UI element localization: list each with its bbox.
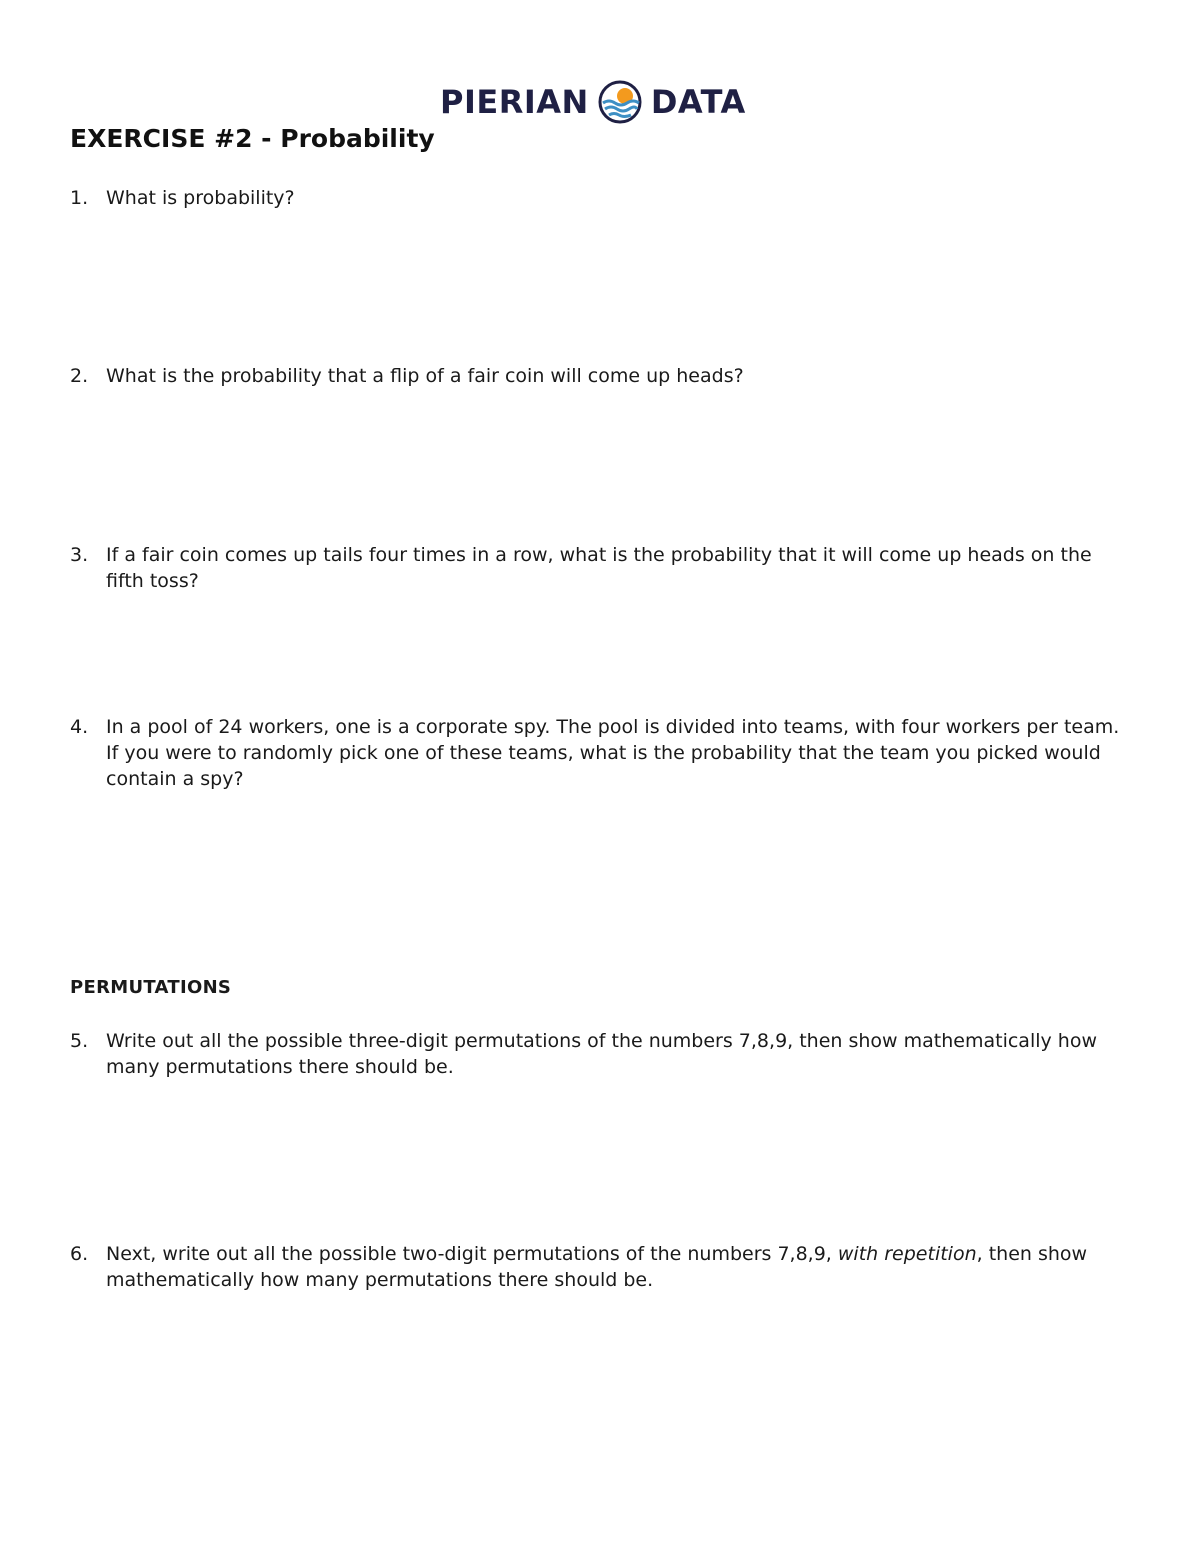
question-4 [70, 714, 1130, 792]
question-text [106, 1241, 1130, 1293]
question-3 [70, 542, 1130, 594]
question-text-before: Next, write out all the possible two-digit permutations of the numbers 7,8,9, [106, 1243, 838, 1265]
question-6 [70, 1241, 1130, 1293]
question-text: If a fair coin comes up tails four times in a row, what is the probability that it will come up heads on the fifth toss? [106, 544, 1092, 592]
question-text-emphasis: with repetition [837, 1243, 977, 1265]
question-number: 2. [70, 365, 89, 387]
question-number: 5. [70, 1030, 89, 1052]
exercise-title: EXERCISE #2 - Probability [70, 124, 435, 153]
question-text: What is the probability that a flip of a fair coin will come up heads? [106, 365, 744, 387]
question-number: 3. [70, 544, 89, 566]
pierian-data-logo [440, 78, 746, 126]
question-number: 4. [70, 716, 89, 738]
question-text: Write out all the possible three-digit permutations of the numbers 7,8,9, then show mathematically how many permutations there should be. [106, 1030, 1097, 1078]
question-number: 6. [70, 1243, 89, 1265]
question-5 [70, 1028, 1130, 1080]
section-heading-permutations: PERMUTATIONS [70, 977, 232, 998]
question-number: 1. [70, 187, 89, 209]
logo-word-pierian: PIERIAN [440, 83, 589, 121]
question-2 [70, 363, 1130, 389]
question-text: In a pool of 24 workers, one is a corporate spy. The pool is divided into teams, with four workers per team. If you were to randomly pick one of these teams, what is the probability that the team you picked would contain a spy? [106, 716, 1120, 790]
question-text: What is probability? [106, 187, 295, 209]
question-text-after: , then show mathematically how many permutations there should be. [106, 1243, 1088, 1291]
logo-word-data: DATA [650, 83, 746, 121]
question-1 [70, 185, 1130, 211]
sun-over-waves-logo-icon [597, 79, 643, 125]
